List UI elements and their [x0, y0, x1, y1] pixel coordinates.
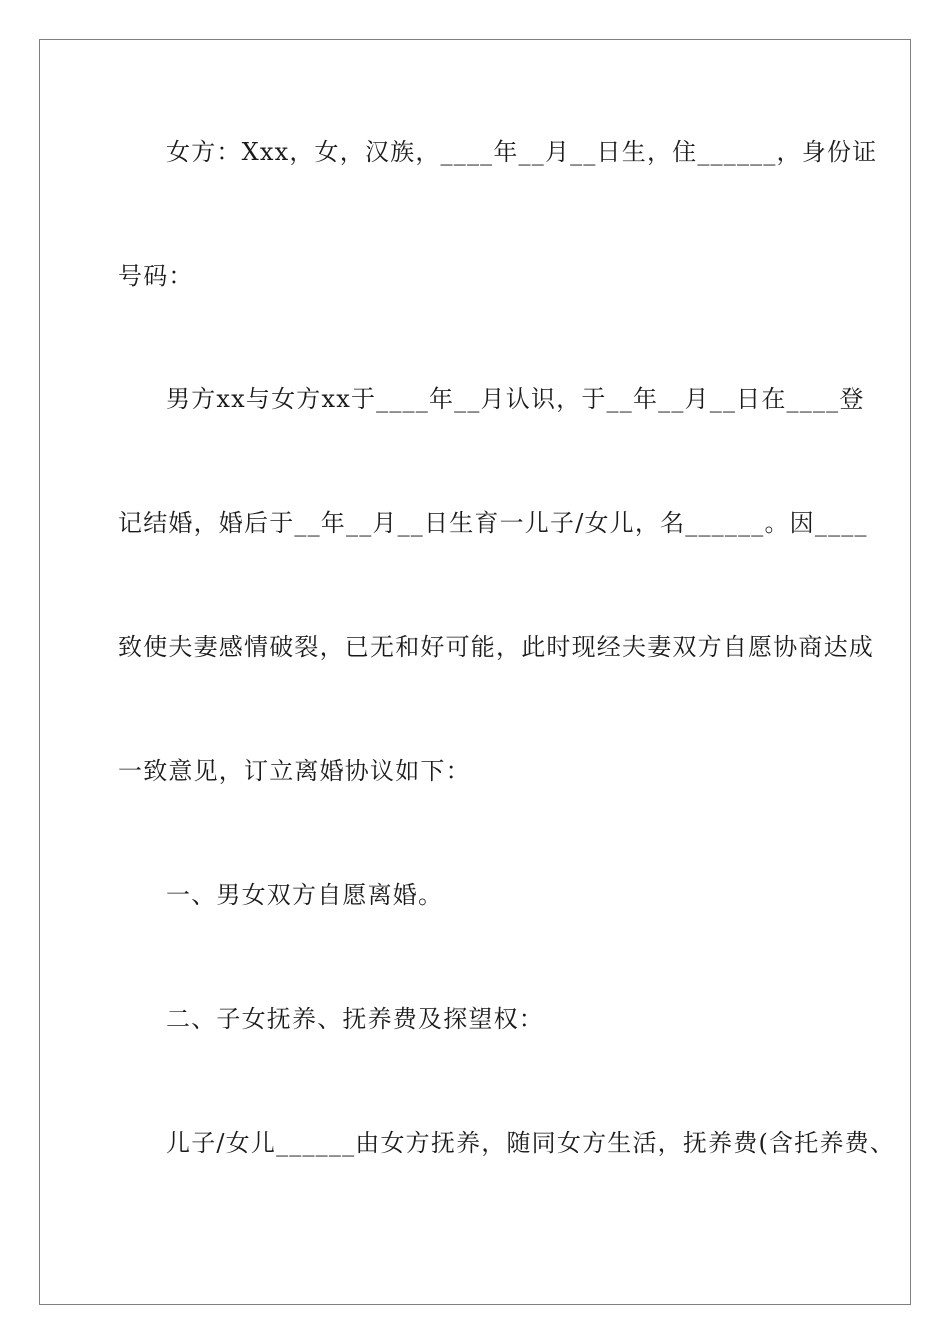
paragraph-female-party: 女方：Xxx，女，汉族，____年__月__日生，住______，身份证: [166, 138, 878, 166]
paragraph-female-party-cont: 号码：: [118, 262, 194, 290]
paragraph-marriage-info-cont-3: 一致意见，订立离婚协议如下：: [118, 757, 471, 785]
paragraph-marriage-info-cont-1: 记结婚，婚后于__年__月__日生育一儿子/女儿，名______。因____: [118, 509, 868, 537]
clause-two-body: 儿子/女儿______由女方抚养，随同女方生活，抚养费(含托养费、: [166, 1129, 896, 1157]
paragraph-marriage-info-cont-2: 致使夫妻感情破裂，已无和好可能，此时现经夫妻双方自愿协商达成: [118, 633, 874, 661]
paragraph-marriage-info: 男方xx与女方xx于____年__月认识，于__年__月__日在____登: [166, 385, 865, 413]
clause-one: 一、男女双方自愿离婚。: [166, 881, 444, 909]
page-frame: [39, 39, 911, 1305]
clause-two-heading: 二、子女抚养、抚养费及探望权：: [166, 1005, 544, 1033]
